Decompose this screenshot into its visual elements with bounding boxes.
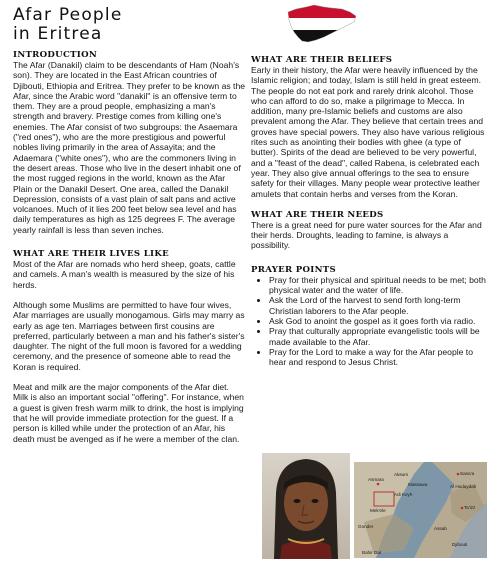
map-label: Ta'izz — [464, 505, 476, 510]
prayer-heading: PRAYER POINTS — [251, 264, 336, 275]
lives-paragraph-1: Most of the Afar are nomads who herd sheep, goats, cattle and camels. A man's wealth is measured by the size of his herds. — [13, 259, 236, 290]
map-label: Sana'a — [460, 471, 475, 476]
page-title — [13, 6, 123, 44]
map-label: Massawa — [408, 482, 428, 487]
map-label: Al Hudaydah — [450, 484, 477, 489]
left-column — [13, 50, 245, 444]
title-line-1: Afar People — [13, 5, 123, 25]
region-map — [354, 462, 487, 558]
lives-paragraph-2: Although some Muslims are permitted to have four wives, Afar marriages are usually monogamous. Girls may marry as early as age ten. Marriages between first cousins are preferred, particularly between a man and his father's sister's daughter. The night of the full moon is favored for a wedding ceremony, and the presence of someone able to read the Koran is required. — [13, 299, 245, 372]
prayer-item: • Ask God to anoint the gospel as it goes forth via radio. — [269, 316, 489, 326]
map-label: Mek'ele — [370, 508, 386, 513]
map-label: Assab — [434, 526, 447, 531]
beliefs-text: Early in their history, the Afar were heavily influenced by the Islamic religion; and today, Islam is still held in great esteem. The people do not eat pork and rarely drink alcohol. Those who can afford to do so, make a pilgrimage to Mecca. In addition, many pre-Islamic beliefs and customs are also prevalent among the Afar. They believe that certain trees and groves have special powers. They also have various religious rites such as anointing their bodies with ghee (a type of butter). Spirits of the dead are believed to be very powerful, and a "feast of the dead", called Rabena, is celebrated each year. They also give annual offerings to the sea to ensure safety for their villages. Many people wear protective leather amulets that contain herbs and verses from the Koran. — [251, 65, 485, 199]
map-label: Bahir Dar — [362, 550, 382, 555]
map-label: Asmara — [368, 477, 384, 482]
lives-heading: WHAT ARE THEIR LIVES LIKE — [13, 249, 169, 260]
prayer-item: • Pray for the Lord to make a way for the Afar people to hear and respond to Jesus Christ. — [269, 347, 489, 368]
map-label: Gonder — [358, 524, 374, 529]
afar-person-photo — [262, 453, 350, 559]
title-line-2: in Eritrea — [13, 24, 103, 44]
map-label: Djibouti — [452, 542, 468, 547]
prayer-list — [251, 275, 489, 368]
lives-paragraph-3: Meat and milk are the major components of the Afar diet. Milk is also an important social "offering". For instance, when a guest is given fresh warm milk to drink, the host is implying that he will provide immediate protection for the guest. If a person is killed while under the protection of an Afar, his death must be avenged as if he were a member of the clan. — [13, 382, 244, 444]
introduction-heading: INTRODUCTION — [13, 50, 98, 60]
needs-heading: WHAT ARE THEIR NEEDS — [251, 209, 384, 220]
map-label: Aksum — [394, 472, 409, 477]
country-flag-map — [286, 4, 358, 44]
prayer-item: • Ask the Lord of the harvest to send forth long-term Christian laborers to the Afar people. — [269, 295, 489, 316]
prayer-item: • Pray that culturally appropriate evangelistic tools will be made available to the Afar. — [269, 326, 489, 347]
prayer-item: • Pray for their physical and spiritual needs to be met; both physical water and the water of life. — [269, 275, 489, 296]
right-column — [251, 55, 489, 367]
needs-text: There is a great need for pure water sources for the Afar and their herds. Droughts, leading to famine, is always a possibility. — [251, 219, 482, 251]
map-label: Adi Keyh — [394, 492, 413, 497]
beliefs-heading: WHAT ARE THEIR BELIEFS — [251, 55, 393, 65]
introduction-text: The Afar (Danakil) claim to be descendants of Ham (Noah's son). They are located in the East African countries of Djibouti, Ethiopia and Eritrea. They prefer to be known as the Afar, since the Arabic word "danakil" is an offensive term to them. They are a proud people, emphasizing a man's strength and bravery. Prestige comes from killing one's enemies. The Afar consist of two subgroups: the Asaemara ("red ones"), who are the more prestigious and powerful nobles living primarily in the area of Assayita; and the Adaemara ("white ones"), who are the commoners living in the desert areas. Those who live in the desert inhabit one of the most rugged regions in the world, known as the Afar Plain or the Danakil Desert. One area, called the Danakil Depression, consists of a vast plain of salt pans and active volcanoes. Much of it lies 200 feet below sea level and has daily temperatures as high as 125 degrees F. The average yearly rainfall is less than seven inches. — [13, 60, 246, 235]
